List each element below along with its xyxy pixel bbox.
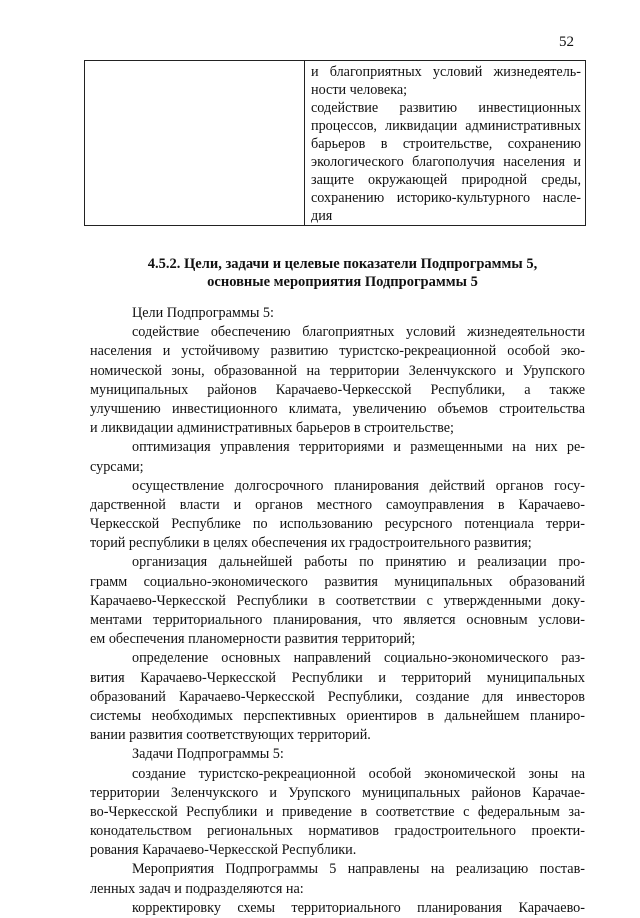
text-line: ленных задач и подразделяются на: — [90, 880, 304, 897]
text-line: муниципальных районов Карачаево-Черкесской Республики, а также — [90, 381, 585, 398]
section-heading-line: 4.5.2. Цели, задачи и целевые показатели Подпрограммы 5, — [147, 256, 538, 272]
text-line: рования Карачаево-Черкесской Республики. — [90, 842, 357, 859]
section-heading-line: основные мероприятия Подпрограммы 5 — [207, 274, 478, 290]
text-line: Карачаево-Черкесской Республики в соответствии с утвержденными доку- — [90, 592, 585, 609]
text-line: создание туристско-рекреационной особой экономической зоны на — [132, 765, 585, 782]
continuation-table — [84, 60, 586, 226]
text-line: дарственной власти и органов местного самоуправления в Карачаево- — [90, 496, 585, 513]
text-line: Цели Подпрограммы 5: — [132, 305, 274, 321]
text-line: ментами территориального планирования, что является основным услови- — [90, 612, 585, 628]
text-line: Мероприятия Подпрограммы 5 направлены на реализацию постав- — [132, 861, 585, 878]
table-right-cell — [305, 61, 586, 226]
text-line: и ликвидации административных барьеров в строительстве; — [90, 420, 454, 437]
table-row — [85, 61, 586, 226]
text-line: организация дальнейшей работы по принятию и реализации про- — [132, 554, 585, 571]
table-left-cell — [85, 61, 305, 226]
table-cell-line: процессов, ликвидации административных — [311, 118, 581, 134]
table-cell-line: сохранению историко-культурного насле- — [311, 190, 581, 206]
text-line: торий республики в целях обеспечения их градостроительного развития; — [90, 535, 532, 552]
text-line: корректировку схемы территориального планирования Карачаево- — [132, 899, 585, 916]
text-line: образований Карачаево-Черкесской Республики, создание для инвесторов — [90, 688, 585, 705]
text-line: во-Черкесской Республики и приведение в соответствие с федеральным за- — [90, 803, 585, 820]
table-cell-line: защите окружающей природной среды, — [311, 172, 581, 188]
text-line: системы необходимых перспективных ориентиров в дальнейшем планиро- — [90, 707, 585, 724]
table-cell-line: дия — [311, 208, 333, 224]
table-cell-line: барьеров в строительстве, сохранению — [311, 136, 581, 152]
text-line: населения и устойчивому развитию туристско-рекреационной особой эко- — [90, 343, 585, 360]
text-line: улучшению инвестиционного климата, увеличению объемов строительства — [90, 400, 585, 417]
table-cell-line: и благоприятных условий жизнедеятель- — [311, 64, 581, 80]
table-cell-line: ности человека; — [311, 82, 408, 98]
text-line: Задачи Подпрограммы 5: — [132, 746, 284, 763]
text-line: сурсами; — [90, 458, 144, 475]
text-line: осуществление долгосрочного планирования действий органов госу- — [132, 477, 585, 494]
text-line: ем обеспечения планомерности развития территорий; — [90, 631, 416, 648]
page-number: 52 — [559, 34, 574, 50]
section-heading — [90, 255, 595, 291]
table-cell-line: содействие развитию инвестиционных — [311, 100, 581, 116]
text-line: грамм социально-экономического развития муниципальных образований — [90, 573, 585, 590]
body-text — [90, 304, 585, 918]
text-line: оптимизация управления территориями и размещенными на них ре- — [132, 439, 585, 456]
text-line: Черкесской Республике по использованию ресурсного потенциала терри- — [90, 516, 585, 533]
text-line: вития Карачаево-Черкесской Республики и территорий муниципальных — [90, 669, 585, 686]
table-cell-line: экологического благополучия населения и — [311, 154, 581, 170]
text-line: вании развития соответствующих территорий. — [90, 727, 371, 744]
text-line: определение основных направлений социально-экономического раз- — [132, 650, 585, 667]
text-line: номической зоны, образованной на территории Зеленчукского и Урупского — [90, 362, 585, 379]
text-line: содействие обеспечению благоприятных условий жизнедеятельности — [132, 324, 585, 341]
text-line: территории Зеленчукского и Урупского муниципальных районов Карачае- — [90, 784, 585, 801]
text-line: конодательством региональных нормативов градостроительного проекти- — [90, 823, 585, 840]
